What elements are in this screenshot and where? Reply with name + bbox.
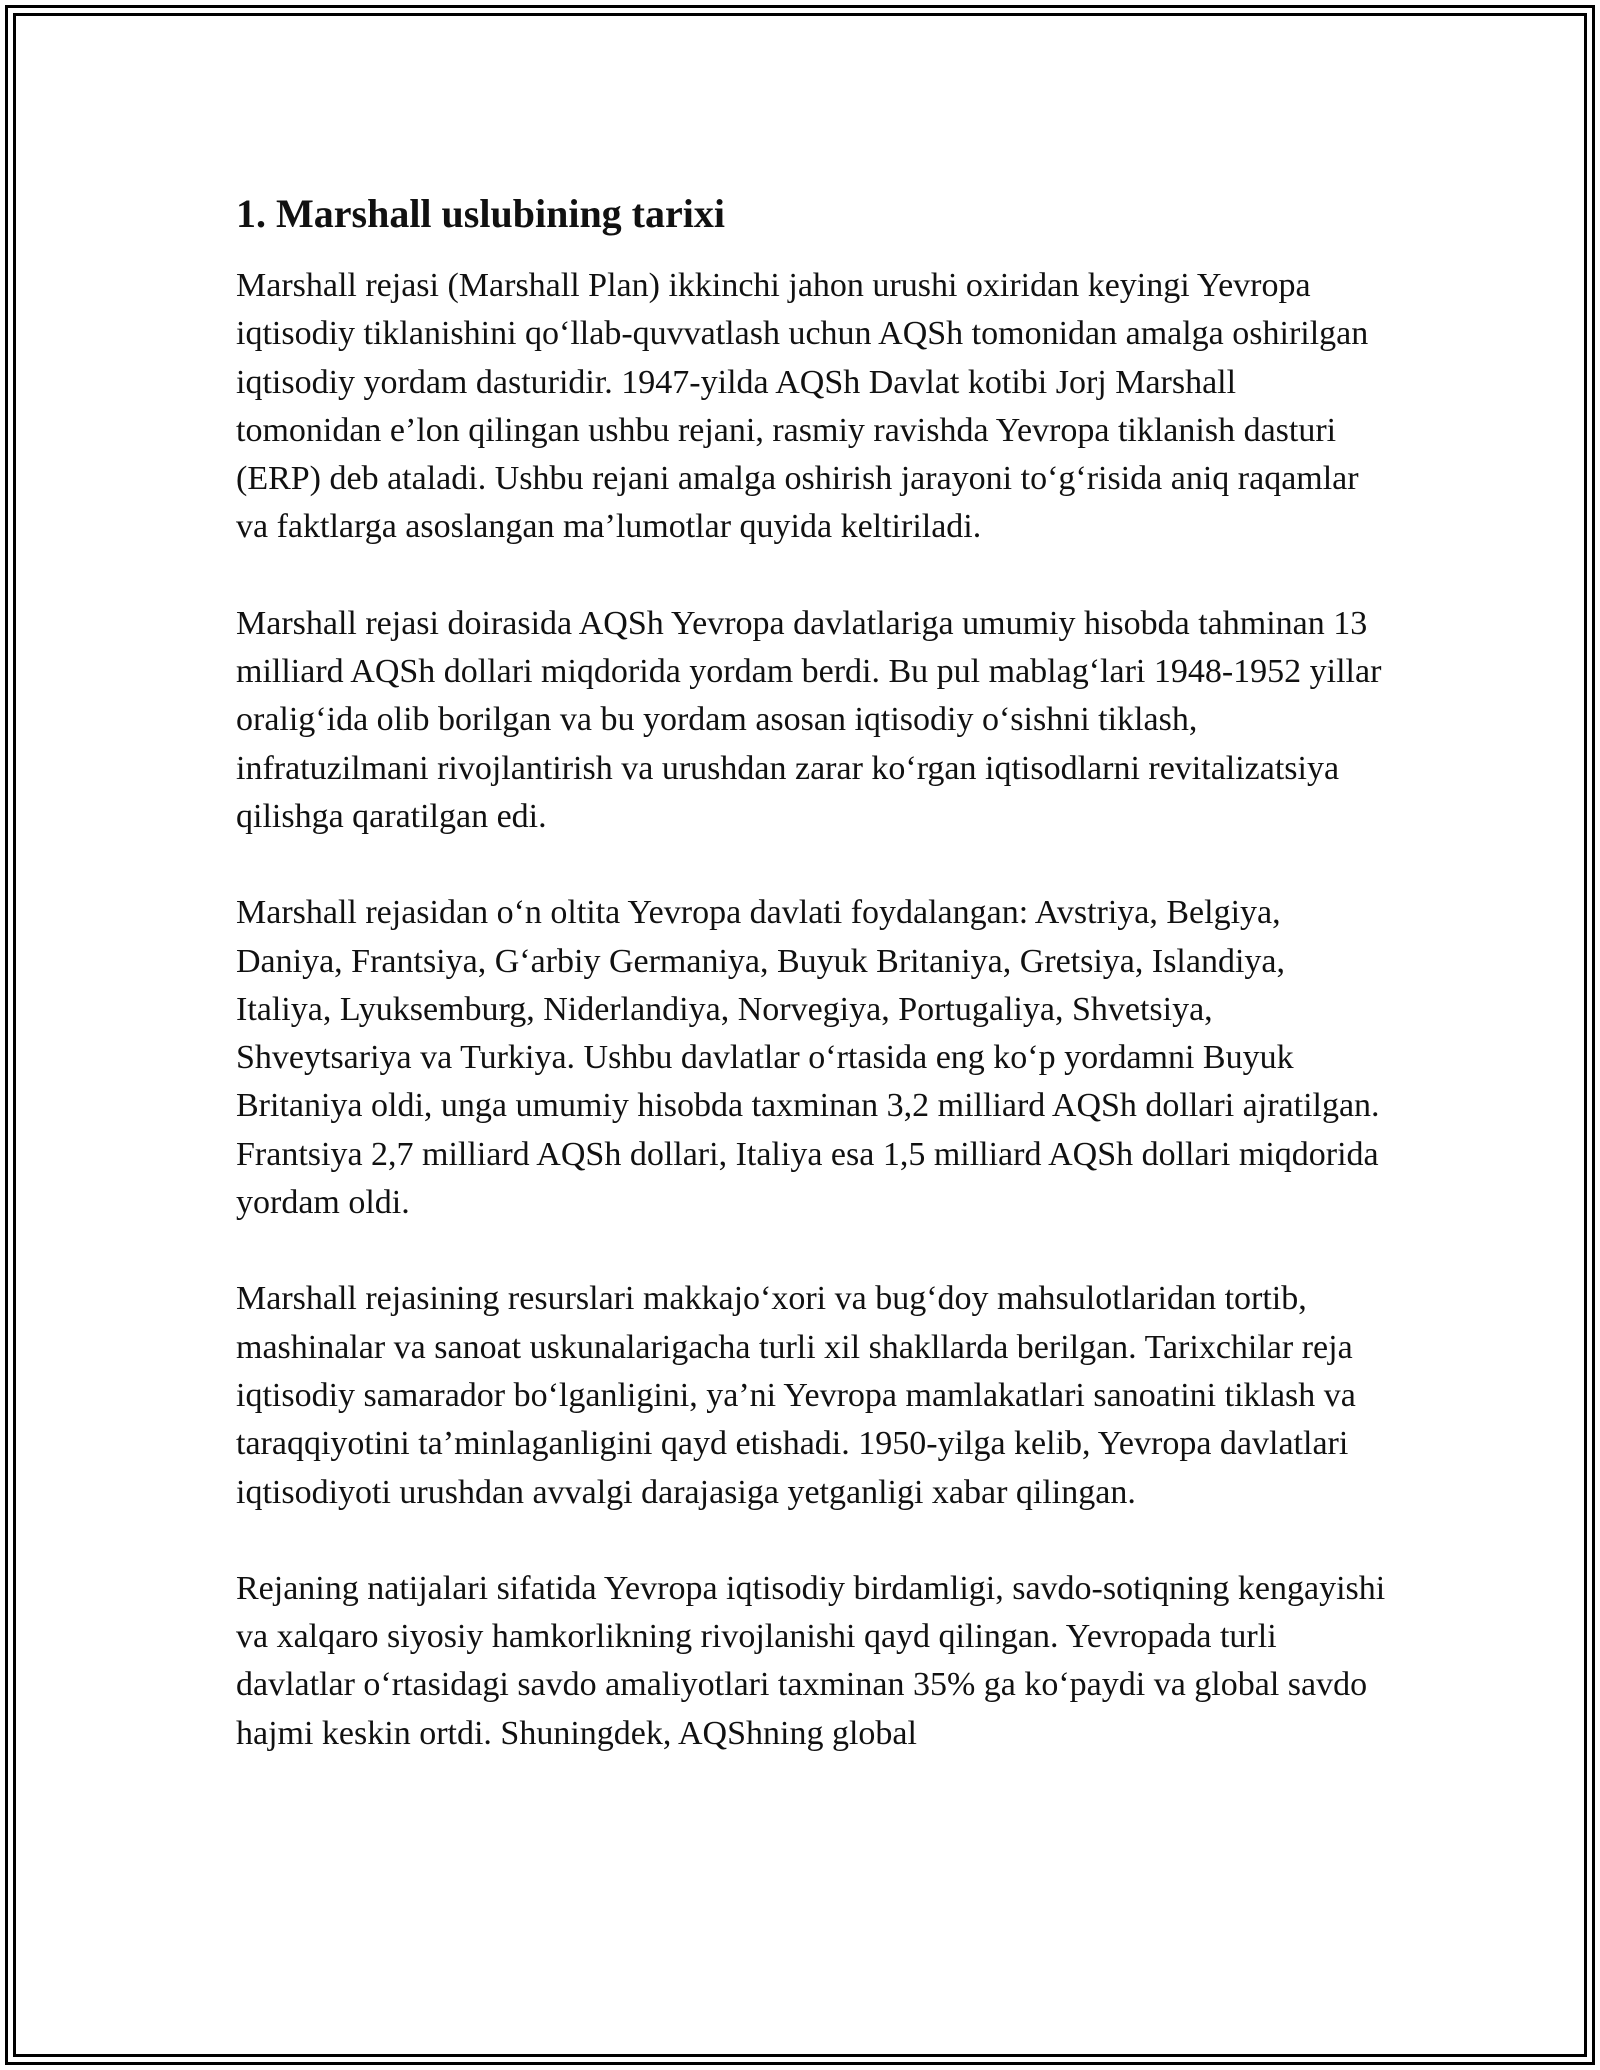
document-body bbox=[236, 188, 1386, 1806]
paragraph-results: Rejaning natijalari sifatida Yevropa iqtisodiy birdamligi, savdo-sotiqning kengayishi va xalqaro siyosiy hamkorlikning rivojlanishi qayd qilingan. Yevropada turli davlatlar o‘rtasidagi savdo amaliyotlari taxminan 35% ga ko‘paydi va global savdo hajmi keskin ortdi. Shuningdek, AQShning global bbox=[236, 1569, 1386, 1752]
section-heading: 1. Marshall uslubining tarixi bbox=[236, 191, 725, 236]
paragraph-intro: Marshall rejasi (Marshall Plan) ikkinchi jahon urushi oxiridan keyingi Yevropa iqtisodiy tiklanishini qo‘llab-quvvatlash uchun AQSh tomonidan amalga oshirilgan iqtisodiy yordam dasturidir. 1947-yilda AQSh Davlat kotibi Jorj Marshall tomonidan e’lon qilingan ushbu rejani, rasmiy ravishda Yevropa tiklanish dasturi (ERP) deb ataladi. Ushbu rejani amalga oshirish jarayoni to‘g‘risida aniq raqamlar va faktlarga asoslangan ma’lumotlar quyida keltiriladi. bbox=[236, 267, 1369, 546]
paragraph-resources: Marshall rejasining resurslari makkajo‘xori va bug‘doy mahsulotlaridan tortib, mashinalar va sanoat uskunalarigacha turli xil shakllarda berilgan. Tarixchilar reja iqtisodiy samarador bo‘lganligini, ya’ni Yevropa mamlakatlari sanoatini tiklash va taraqqiyotini ta’minlaganligini qayd etishadi. 1950-yilga kelib, Yevropa davlatlari iqtisodiyoti urushdan avvalgi darajasiga yetganligi xabar qilingan. bbox=[236, 1280, 1356, 1511]
paragraph-recipients: Marshall rejasidan o‘n oltita Yevropa davlati foydalangan: Avstriya, Belgiya, Daniya, Frantsiya, G‘arbiy Germaniya, Buyuk Britaniya, Gretsiya, Islandiya, Italiya, Lyuksemburg, Niderlandiya, Norvegiya, Portugaliya, Shvetsiya, Shveytsariya va Turkiya. Ushbu davlatlar o‘rtasida eng ko‘p yordamni Buyuk Britaniya oldi, unga umumiy hisobda taxminan 3,2 milliard AQSh dollari ajratilgan. Frantsiya 2,7 milliard AQSh dollari, Italiya esa 1,5 milliard AQSh dollari miqdorida yordam oldi. bbox=[236, 894, 1380, 1222]
paragraph-funding: Marshall rejasi doirasida AQSh Yevropa davlatlariga umumiy hisobda tahminan 13 milliard AQSh dollari miqdorida yordam berdi. Bu pul mablag‘lari 1948-1952 yillar oralig‘ida olib borilgan va bu yordam asosan iqtisodiy o‘sishni tiklash, infratuzilmani rivojlantirish va urushdan zarar ko‘rgan iqtisodlarni revitalizatsiya qilishga qaratilgan edi. bbox=[236, 604, 1382, 835]
